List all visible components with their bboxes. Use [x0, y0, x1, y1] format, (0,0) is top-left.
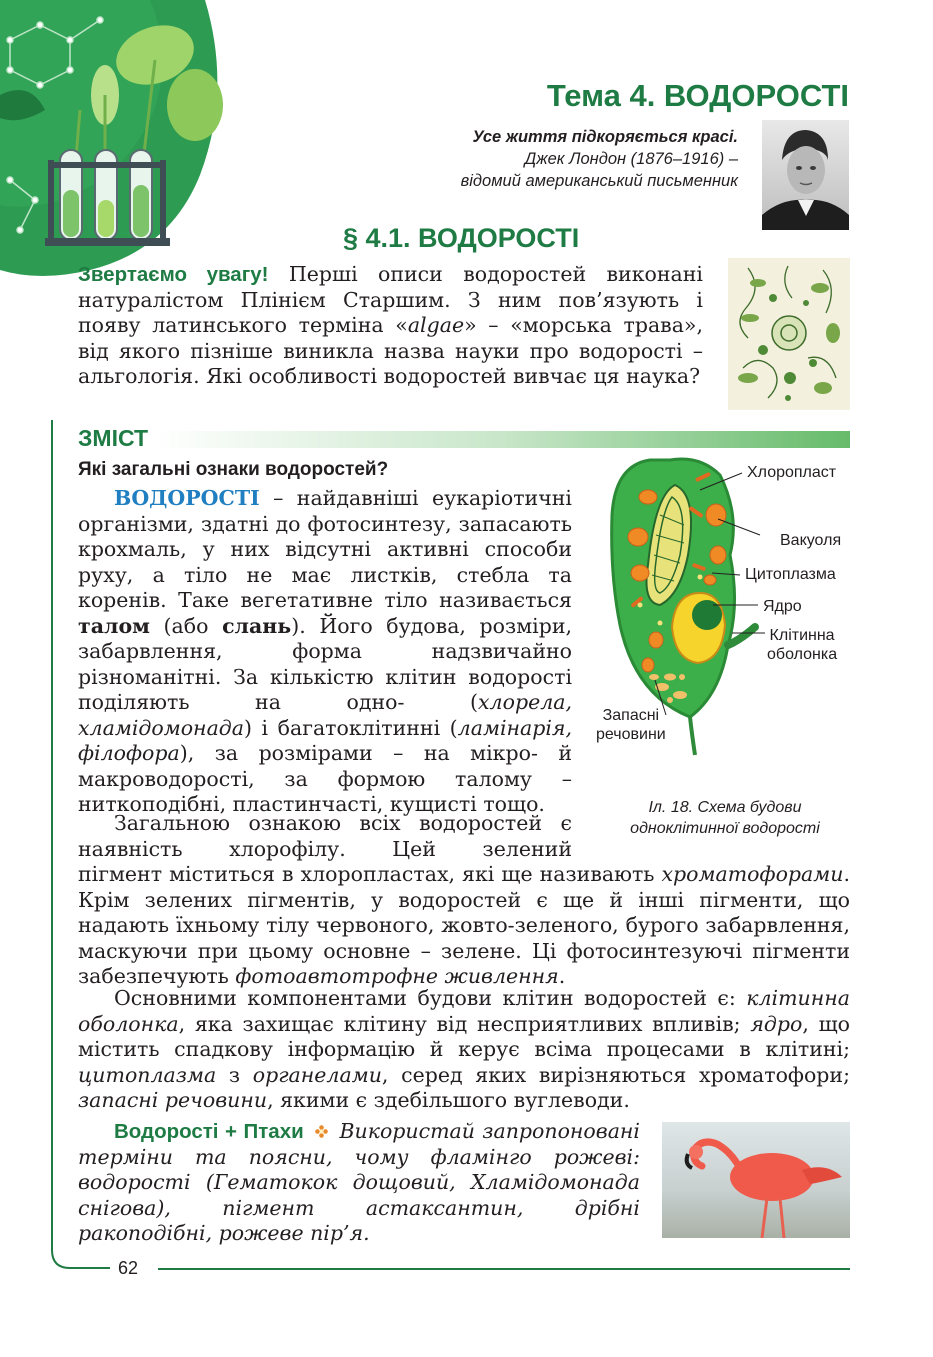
- label-cell-wall: [767, 626, 837, 664]
- content-heading-bar: [78, 431, 850, 448]
- term-cell-wall: клітинна оболонка: [78, 986, 850, 1036]
- epigraph-quote: Усе життя підкоряється красі.: [472, 128, 738, 146]
- epigraph-author-description: відомий американський письменник: [460, 172, 738, 190]
- attention-text-2: » – «морська трава», від якого пізніше виникла назва науки про водорості – альгологія. Які особливості водоростей вивчає ця наука?: [78, 313, 703, 388]
- figure-caption-line-2: одноклітинної водорості: [630, 820, 820, 837]
- term-slan: слань: [222, 613, 292, 638]
- examples-multicellular: ламінарія, філофора: [78, 715, 572, 765]
- attention-paragraph: [78, 262, 703, 390]
- definition-text-4: ) і багатоклітинні (: [244, 715, 458, 740]
- term-cytoplasm: цитоплазма: [78, 1062, 217, 1087]
- label-reserve-line-2: речовини: [596, 726, 666, 743]
- footer-rule: [158, 1268, 850, 1270]
- attention-text-1: Перші описи водоростей виконані натуралістом Плінієм Старшим. З ним пов’язують і появу латинського терміна «: [78, 262, 703, 337]
- paragraph-chlorophyll-rest: [78, 862, 850, 990]
- task-paragraph: [78, 1119, 640, 1247]
- label-cytoplasm: Цитоплазма: [745, 566, 836, 583]
- task-text: Використай запропоновані терміни та поясни, чому фламінго рожеві: водорості (Гематокок дощовий, Хламідомонада снігова), пігмент астаксантин, дрібні ракоподібні, рожеве пір’я.: [78, 1119, 640, 1245]
- figure-caption-line-1: Іл. 18. Схема будови: [648, 799, 802, 816]
- term-reserve-substances: запасні речовини: [78, 1088, 268, 1112]
- epigraph: [461, 126, 738, 192]
- algae-illustration: [728, 258, 850, 410]
- section-title: § 4.1. ВОДОРОСТІ: [343, 223, 580, 253]
- components-text-5: , серед яких вирізняються хроматофори;: [381, 1062, 850, 1087]
- task-lead: Водорості + Птахи: [114, 1120, 304, 1143]
- chlorophyll-text-1: пігмент міститься в хлоропластах, які ще називають: [78, 862, 662, 886]
- attention-lead: Звертаємо увагу!: [78, 263, 269, 286]
- components-text-2: , яка захищає клітину від несприятливих впливів;: [178, 1011, 751, 1036]
- paragraph-components: [78, 986, 850, 1114]
- paragraph-chlorophyll-top: Загальною ознакою всіх водоростей є наявність хлорофілу. Цей зелений: [78, 811, 572, 861]
- corner-illustration: [0, 0, 240, 290]
- flamingo-photo: [662, 1122, 850, 1238]
- chlorophyll-text-2: . Крім зелених пігментів, у водоростей є ще й інші пігменти, що надають їхньому тілу червоного, жовто-зеленого, бурого забарвлення, маскуючи при цьому основне – зелене. Ці фотосинтезуючі пігменти забезпечують: [78, 862, 850, 988]
- components-text-3: , що містить спадкову інформацію й керує всіма процесами в клітині;: [78, 1011, 850, 1061]
- label-reserve-substances: [596, 706, 666, 744]
- term-photoautotrophic: фотоавтотрофне живлення: [235, 964, 559, 988]
- topic-title: Тема 4. ВОДОРОСТІ: [546, 78, 849, 113]
- term-chromatophores: хроматофорами: [661, 862, 844, 886]
- term-organelles: органелами: [252, 1062, 382, 1087]
- epigraph-author: Джек Лондон (1876–1916) –: [524, 150, 738, 168]
- definition-text-1: – найдавніші еукаріотичні організми, здатні до фотосинтезу, запасають крохмаль, у них відсутні активні способи руху, а тіло не має листків, стебла та коренів. Таке вегетативне тіло називається: [78, 486, 572, 612]
- label-vacuole: Вакуоля: [780, 532, 842, 549]
- label-nucleus: Ядро: [763, 598, 802, 615]
- page-number: 62: [118, 1258, 139, 1278]
- chlorophyll-text-3: .: [558, 964, 566, 988]
- label-cell-wall-line-2: оболонка: [767, 646, 838, 663]
- paragraph-definition: [78, 486, 572, 818]
- definition-text-2: (або: [149, 613, 223, 638]
- term-algae: ВОДОРОСТІ: [114, 486, 260, 510]
- components-text-1: Основними компонентами будови клітин водоростей є:: [114, 986, 747, 1010]
- label-reserve-line-1: Запасні: [602, 707, 660, 724]
- content-heading: ЗМІСТ: [78, 425, 149, 451]
- question-heading: Які загальні ознаки водоростей?: [78, 459, 389, 480]
- attention-term: algae: [407, 313, 465, 337]
- author-portrait-photo: [762, 120, 849, 230]
- definition-text-3: ). Його будова, розміри, забарвлення, форма надзвичайно різноманітні. За кількістю клітин водорості поділяють на одно- (: [78, 613, 573, 714]
- definition-text-5: ), за розмірами – на мікро- й макроводорості, за формою талому – ниткоподібні, пластинчасті, кущисті тощо.: [78, 741, 572, 816]
- flower-icon: [315, 1119, 328, 1132]
- components-text-4: з: [216, 1062, 253, 1087]
- figure-caption: [596, 797, 854, 839]
- label-chloroplast: Хлоропласт: [747, 464, 837, 481]
- term-talom: талом: [78, 613, 150, 638]
- components-text-6: , якими є здебільшого вуглеводи.: [267, 1088, 630, 1112]
- examples-unicellular: хлорела, хламідомонада: [78, 690, 572, 740]
- label-cell-wall-line-1: Клітинна: [769, 627, 835, 644]
- term-nucleus: ядро: [750, 1011, 803, 1036]
